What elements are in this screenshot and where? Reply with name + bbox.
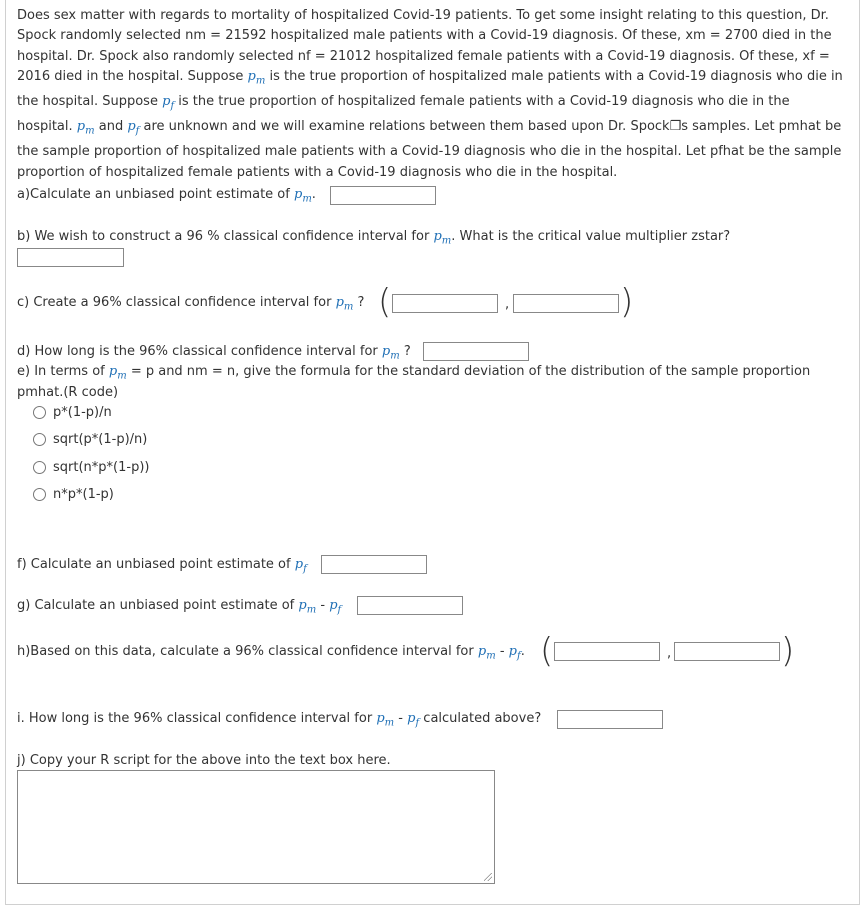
pf-symbol: $p_f$ xyxy=(294,557,307,575)
pm-symbol: $p_m$ xyxy=(376,711,395,729)
answer-h-lower-input[interactable] xyxy=(554,642,660,661)
pf-symbol: $p_f$ xyxy=(407,711,420,729)
pf-symbol: $p_f$ xyxy=(162,94,175,112)
question-c xyxy=(17,295,364,313)
question-i-text: i. How long is the 96% classical confidence interval for xyxy=(17,711,373,726)
question-e-text: e) In terms of xyxy=(17,364,105,379)
question-h-text: h)Based on this data, calculate a 96% classical confidence interval for xyxy=(17,644,474,659)
intro-text-3: is the true proportion of hospitalized female patients with a Covid-19 diagnosis who die in the hospital. xyxy=(17,94,790,135)
right-paren: ) xyxy=(781,631,795,671)
question-b-text-2: . What is the critical value multiplier zstar? xyxy=(451,229,731,244)
minus-sign: - xyxy=(398,711,403,726)
intro-text: Does sex matter with regards to mortality of hospitalized Covid-19 patients. To get some insight relating to this question, Dr. Spock randomly selected nm = 21592 hospitalized male patients with a Covid-19 diagnosis. Of these, xm = 2700 died in the hospital. Dr. Spock also randomly selected nf = 21012 hospitalized female patients with a Covid-19 diagnosis. Of these, xf = 2016 died in the hospital. Suppose xyxy=(17,8,832,85)
option-label-3: sqrt(n*p*(1-p)) xyxy=(53,460,150,475)
pm-symbol: $p_m$ xyxy=(381,344,400,362)
question-g-text: g) Calculate an unbiased point estimate of xyxy=(17,598,295,613)
pm-symbol: $p_m$ xyxy=(108,364,127,382)
minus-sign: - xyxy=(320,598,326,613)
question-b-text: b) We wish to construct a 96 % classical confidence interval for xyxy=(17,229,430,244)
answer-b-input[interactable] xyxy=(17,248,124,267)
pm-symbol: $p_m$ xyxy=(477,644,496,662)
resize-handle-icon[interactable] xyxy=(484,873,492,881)
intro-text-2: is the true proportion of hospitalized male patients with a Covid-19 diagnosis who die in the hospital. Suppose xyxy=(17,69,843,110)
left-paren: ( xyxy=(540,631,554,671)
intro-text-4: and xyxy=(98,119,124,135)
pm-symbol: $p_m$ xyxy=(298,598,317,616)
option-radio-2[interactable] xyxy=(33,433,46,446)
period: . xyxy=(311,187,316,202)
right-paren: ) xyxy=(620,282,634,322)
comma: , xyxy=(667,646,672,661)
question-f xyxy=(17,557,307,575)
option-label-2: sqrt(p*(1-p)/n) xyxy=(53,432,148,447)
left-paren: ( xyxy=(378,282,392,322)
option-label-1: p*(1-p)/n xyxy=(53,405,112,420)
answer-c-lower-input[interactable] xyxy=(392,294,498,313)
answer-a-input[interactable] xyxy=(330,186,436,205)
question-a xyxy=(17,187,316,205)
answer-c-upper-input[interactable] xyxy=(513,294,619,313)
question-h xyxy=(17,644,525,662)
answer-f-input[interactable] xyxy=(321,555,427,574)
answer-h-upper-input[interactable] xyxy=(674,642,780,661)
pm-symbol: $p_m$ xyxy=(76,119,95,137)
option-radio-3[interactable] xyxy=(33,461,46,474)
option-radio-4[interactable] xyxy=(33,488,46,501)
question-e xyxy=(17,364,810,382)
question-mark: ? xyxy=(403,344,411,359)
answer-i-input[interactable] xyxy=(557,710,663,729)
question-i-text-2: calculated above? xyxy=(423,711,542,726)
pm-symbol: $p_m$ xyxy=(247,69,266,87)
pm-symbol: $p_m$ xyxy=(433,229,452,247)
answer-d-input[interactable] xyxy=(423,342,529,361)
period: . xyxy=(520,644,525,659)
question-e-text-2: = p and nm = n, give the formula for the standard deviation of the distribution of the sample proportion xyxy=(130,364,811,379)
pf-symbol: $p_f$ xyxy=(508,644,521,662)
r-script-textarea[interactable] xyxy=(17,770,495,884)
answer-g-input[interactable] xyxy=(357,596,463,615)
problem-statement xyxy=(17,6,847,183)
question-f-text: f) Calculate an unbiased point estimate of xyxy=(17,557,291,572)
question-d-text: d) How long is the 96% classical confidence interval for xyxy=(17,344,378,359)
question-d xyxy=(17,344,411,362)
comma: , xyxy=(505,297,510,312)
option-radio-1[interactable] xyxy=(33,406,46,419)
question-b xyxy=(17,229,730,247)
intro-text-5: are unknown and we will examine relations between them based upon Dr. Spock❒s samples. Let pmhat be the sample proportion of hospitalized male patients with a Covid-19 diagnosis who die in the hospital. Let pfhat be the sample proportion of hospitalized female patients with a Covid-19 diagnosis who die in the hospital. xyxy=(17,119,842,180)
question-e-text-3: pmhat.(R code) xyxy=(17,385,119,400)
question-a-text: a)Calculate an unbiased point estimate of xyxy=(17,187,290,202)
option-label-4: n*p*(1-p) xyxy=(53,487,114,502)
pm-symbol: $p_m$ xyxy=(335,295,354,313)
pm-symbol: $p_m$ xyxy=(293,187,312,205)
question-g xyxy=(17,598,341,616)
minus-sign: - xyxy=(499,644,505,659)
question-mark: ? xyxy=(357,295,365,310)
pf-symbol: $p_f$ xyxy=(329,598,342,616)
question-i xyxy=(17,711,541,729)
question-j-text: j) Copy your R script for the above into the text box here. xyxy=(17,753,391,768)
question-c-text: c) Create a 96% classical confidence interval for xyxy=(17,295,332,310)
pf-symbol: $p_f$ xyxy=(127,119,140,137)
